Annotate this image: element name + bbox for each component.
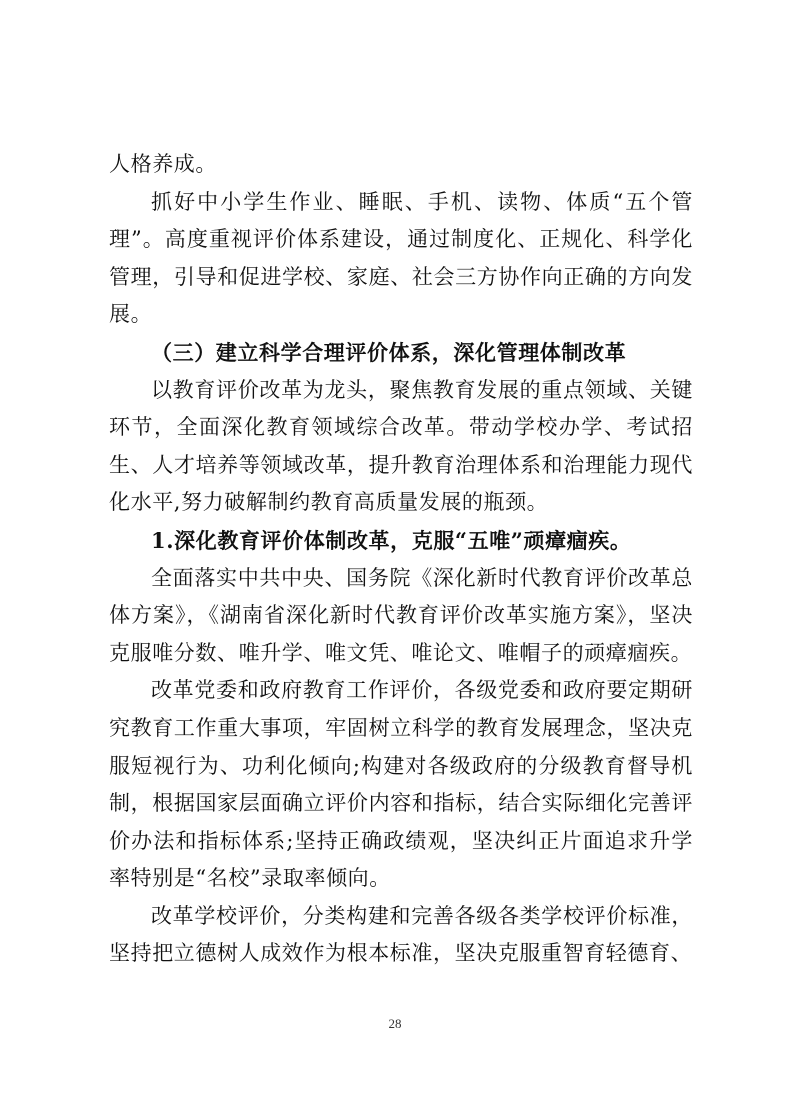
paragraph-implementation: 全面落实中共中央、国务院《深化新时代教育评价改革总体方案》，《湖南省深化新时代教育评价改革实施方案》，坚决克服唯分数、唯升学、唯文凭、唯论文、唯帽子的顽瘴痼疾。 bbox=[109, 565, 693, 665]
paragraph-continuation: 人格养成。 bbox=[109, 152, 217, 176]
section-heading: （三）建立科学合理评价体系，深化管理体制改革 bbox=[151, 339, 627, 365]
page-number: 28 bbox=[388, 1016, 402, 1031]
paragraph-government-evaluation: 改革党委和政府教育工作评价，各级党委和政府要定期研究教育工作重大事项，牢固树立科学的教育发展理念，坚决克服短视行为、功利化倾向;构建对各级政府的分级教育督导机制，根据国家层面确立评价内容和指标，结合实际细化完善评价办法和指标体系;坚持正确政绩观，坚决纠正片面追求升学率特别是“名校”录取率倾向。 bbox=[109, 678, 693, 891]
paragraph-school-evaluation: 改革学校评价，分类构建和完善各级各类学校评价标准，坚持把立德树人成效作为根本标准，坚决克服重智育轻德育、 bbox=[109, 903, 693, 966]
body-text bbox=[109, 146, 693, 973]
paragraph-evaluation-reform: 以教育评价改革为龙头，聚焦教育发展的重点领域、关键环节，全面深化教育领域综合改革。带动学校办学、考试招生、人才培养等领域改革，提升教育治理体系和治理能力现代化水平,努力破解制约教育高质量发展的瓶颈。 bbox=[109, 377, 693, 515]
paragraph-five-management: 抓好中小学生作业、睡眠、手机、读物、体质“五个管理”。高度重视评价体系建设，通过制度化、正规化、科学化管理，引导和促进学校、家庭、社会三方协作向正确的方向发展。 bbox=[109, 189, 693, 327]
subsection-heading: 1.深化教育评价体制改革，克服“五唯”顽瘴痼疾。 bbox=[151, 527, 632, 553]
